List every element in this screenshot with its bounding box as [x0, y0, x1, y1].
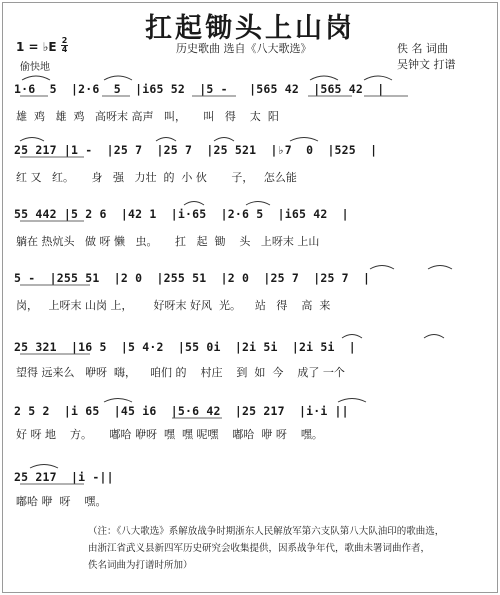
tempo-marking: 偷快地 [20, 62, 50, 73]
system-5-lyrics: 望得 远来么 咿呀 嗨， 咱们 的 村庄 到 如 今 成了 一个 [16, 366, 345, 379]
system-1-lyrics: 雄 鸡 雄 鸡 高呀末 高声 叫， 叫 得 太 阳 [16, 110, 279, 123]
system-7-lyrics: 嘟哈 咿 呀 嘿。 [16, 495, 107, 508]
system-3-notes: 55 442 |5 2 6 |42 1 |i·65 |2·6 5 |i65 42 | [14, 207, 349, 221]
system-4-lyrics: 岗， 上呀末 山岗 上， 好呀末 好风 光。 站 得 高 来 [16, 299, 331, 312]
footnote-line: 由浙江省武义县新四军历史研究会收集提供，因系战争年代，歌曲未署词曲作者， [88, 543, 431, 554]
footnote-line: （注：《八大歌选》系解放战争时期浙东人民解放军第六支队第八大队油印的歌曲选， [88, 526, 445, 537]
system-5-notes: 25 321 |16 5 |5 4·2 |55 0i |2i 5i |2i 5i | [14, 340, 356, 354]
song-subtitle: 历史歌曲 选自《八大歌选》 [176, 42, 312, 55]
footnote [88, 523, 444, 574]
lyricist-credit: 佚 名 词曲 [397, 42, 448, 55]
system-7-notes: 25 217 |i -|| [14, 470, 114, 484]
system-3-lyrics: 躺在 热炕头 做 呀 懒 虫。 扛 起 锄 头 上呀末 上山 [16, 235, 320, 248]
time-signature [61, 37, 68, 54]
time-top: 2 [61, 36, 68, 45]
system-2-notes: 25 217 |1 - |25 7 |25 7 |25 521 |♭7 0 |525 | [14, 143, 378, 157]
system-1-notes: 1·6 5 |2·6 5 |i65 52 |5 - |565 42 |565 42 | [14, 82, 385, 96]
key-signature: 1 = ♭E [16, 40, 57, 54]
transcriber-credit: 吴钟文 打谱 [397, 58, 456, 71]
system-4-notes: 5 - |255 51 |2 0 |255 51 |2 0 |25 7 |25 7 | [14, 271, 371, 285]
system-6-notes: 2 5 2 |i 65 |45 i6 |5·6 42 |25 217 |i·i || [14, 404, 349, 418]
time-bottom: 4 [61, 45, 68, 54]
footnote-line: 佚名词曲为打谱时所加） [88, 560, 193, 571]
song-title: 扛起锄头上山岗 [145, 13, 355, 44]
system-2-lyrics: 红 又 红。 身 强 力壮 的 小 伙 子， 怎么能 [16, 171, 297, 184]
system-6-lyrics: 好 呀 地 方。 嘟哈 咿呀 嘿 嘿 呢嘿 嘟哈 咿 呀 嘿。 [16, 428, 323, 441]
